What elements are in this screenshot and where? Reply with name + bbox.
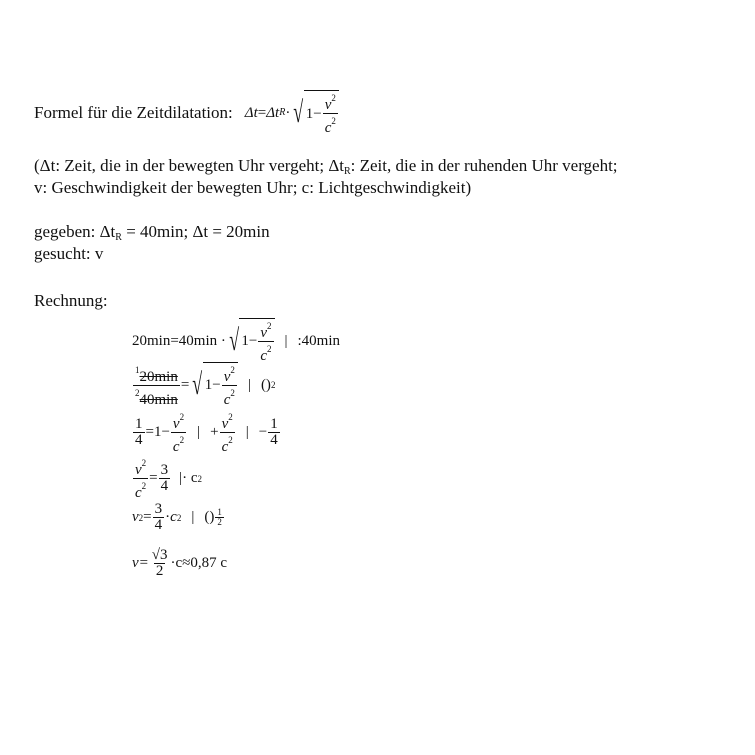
explanation-part-b: : Zeit, die in der ruhenden Uhr vergeht; — [350, 156, 618, 175]
s5-exp-fraction — [215, 508, 224, 527]
s5-eq: = — [143, 509, 152, 525]
calculation-heading: Rechnung: — [34, 291, 108, 310]
s6-fraction — [150, 548, 170, 579]
s4-four: 4 — [160, 478, 169, 494]
s2-den: 40min — [139, 391, 178, 408]
s4-v-exp: 2 — [141, 458, 147, 468]
s1-one-minus: 1− — [241, 333, 258, 349]
calc-step-2 — [132, 362, 275, 408]
s3-fraction-vc-2 — [220, 410, 235, 455]
s4-op: |· c — [179, 470, 198, 486]
formula-c: c — [324, 120, 332, 136]
calc-step-1 — [132, 318, 340, 364]
calc-step-3 — [132, 410, 281, 455]
s3-four: 4 — [135, 432, 143, 448]
s4-v: v — [135, 462, 142, 478]
s2-c-exp: 2 — [230, 388, 235, 398]
s2-bar: | — [247, 376, 251, 393]
s4-fraction-34 — [159, 463, 171, 494]
s2-op-exp: 2 — [270, 380, 276, 390]
formula-dot: · — [285, 105, 291, 121]
s1-op: :40min — [297, 332, 341, 349]
s2-fraction — [133, 363, 180, 408]
s4-op-exp: 2 — [197, 473, 203, 484]
s2-num: 20min — [139, 368, 178, 385]
formula-rhs-sub: R — [279, 107, 286, 118]
s5-fraction-34 — [153, 502, 165, 533]
s5-op: () — [204, 509, 215, 525]
formula-v-exp: 2 — [331, 93, 336, 103]
s5-exp-two: 2 — [217, 517, 222, 527]
explanation-part-a: (Δt: Zeit, die in der bewegten Uhr vergeht; Δt — [34, 156, 344, 175]
s1-v-exp: 2 — [267, 321, 272, 331]
s5-v: v — [132, 509, 139, 525]
s5-three: 3 — [154, 501, 163, 517]
s3-c-2: c — [221, 439, 229, 455]
s3-minus: − — [258, 424, 268, 440]
s2-v: v — [223, 369, 231, 385]
sqrt-icon: √ — [192, 368, 203, 401]
s3-one: 1 — [135, 416, 143, 432]
s1-bar: | — [284, 332, 288, 349]
s6-sqrt3: √3 — [151, 547, 168, 563]
s2-one-minus: 1− — [204, 377, 221, 393]
s3-v: v — [172, 416, 180, 432]
calc-step-5 — [132, 502, 225, 533]
s6-rhs: ·c≈0,87 c — [170, 555, 228, 571]
s5-four: 4 — [154, 517, 163, 533]
s1-c-exp: 2 — [267, 344, 272, 354]
s4-three: 3 — [160, 462, 169, 478]
s3-bar-2: | — [245, 424, 249, 440]
formula-fraction — [323, 91, 338, 136]
s3-c-exp: 2 — [179, 435, 185, 445]
given-sub: R — [115, 232, 122, 243]
s1-radicand — [239, 318, 274, 364]
s1-c: c — [260, 348, 267, 364]
s3-v-2: v — [221, 416, 229, 432]
s3-c-exp-2: 2 — [228, 435, 233, 445]
s1-fraction — [258, 319, 273, 364]
s2-v-exp: 2 — [230, 365, 235, 375]
s2-inner-fraction — [222, 363, 237, 408]
formula-rhs-factor: Δt — [266, 105, 280, 121]
s3-plus: + — [210, 424, 219, 440]
s2-eq: = — [180, 376, 190, 393]
s1-v: v — [260, 325, 267, 341]
formula-c-exp: 2 — [331, 116, 336, 126]
s3-c: c — [172, 439, 180, 455]
s1-mid: =40min · — [170, 332, 226, 349]
formula-line — [34, 90, 339, 136]
sought-line: gesucht: v — [34, 244, 104, 263]
formula-v: v — [324, 97, 332, 113]
s4-fraction-vc — [133, 456, 148, 501]
s1-lhs: 20min — [132, 332, 171, 349]
s3-fraction-vc — [171, 410, 186, 455]
s6-lhs: v= — [132, 555, 149, 571]
formula-label: Formel für die Zeitdilatation: — [34, 103, 233, 122]
calc-step-4 — [132, 456, 202, 501]
given-part-b: = 40min; Δt = 20min — [121, 222, 270, 241]
formula-one-minus: 1− — [305, 105, 322, 122]
s5-v-exp: 2 — [138, 512, 144, 523]
s3-fraction-quarter-2 — [268, 417, 280, 448]
explanation-line-2: v: Geschwindigkeit der bewegten Uhr; c: Lichtgeschwindigkeit) — [34, 178, 472, 197]
s4-c-exp: 2 — [141, 481, 147, 491]
formula-eq: = — [257, 105, 267, 121]
s4-c: c — [135, 485, 142, 501]
s3-four-2: 4 — [270, 432, 278, 448]
s5-bar: | — [191, 509, 195, 525]
s2-den-small: 2 — [135, 387, 140, 398]
calc-step-6 — [132, 548, 227, 579]
s3-fraction-quarter — [133, 417, 145, 448]
s5-c: c — [170, 509, 177, 525]
s5-exp-one: 1 — [217, 507, 222, 517]
s2-op: () — [260, 376, 271, 393]
s2-c: c — [223, 392, 231, 408]
s3-mid: =1− — [145, 424, 170, 440]
s2-radicand — [203, 362, 238, 408]
s4-eq: = — [149, 470, 158, 486]
s3-bar-1: | — [197, 424, 201, 440]
formula-radicand — [304, 90, 339, 136]
s5-c-exp: 2 — [176, 512, 182, 523]
s2-num-small: 1 — [135, 364, 140, 375]
sqrt-icon: √ — [229, 324, 240, 357]
formula-lhs: Δt — [244, 105, 258, 121]
s3-one-2: 1 — [270, 416, 278, 432]
explanation-sub: R — [343, 166, 351, 177]
s3-v-exp: 2 — [179, 412, 185, 422]
s6-two: 2 — [155, 563, 164, 579]
given-part-a: gegeben: Δt — [34, 222, 116, 241]
s3-v-exp-2: 2 — [228, 412, 233, 422]
sqrt-icon: √ — [293, 96, 304, 129]
s5-dot: · — [165, 509, 171, 525]
